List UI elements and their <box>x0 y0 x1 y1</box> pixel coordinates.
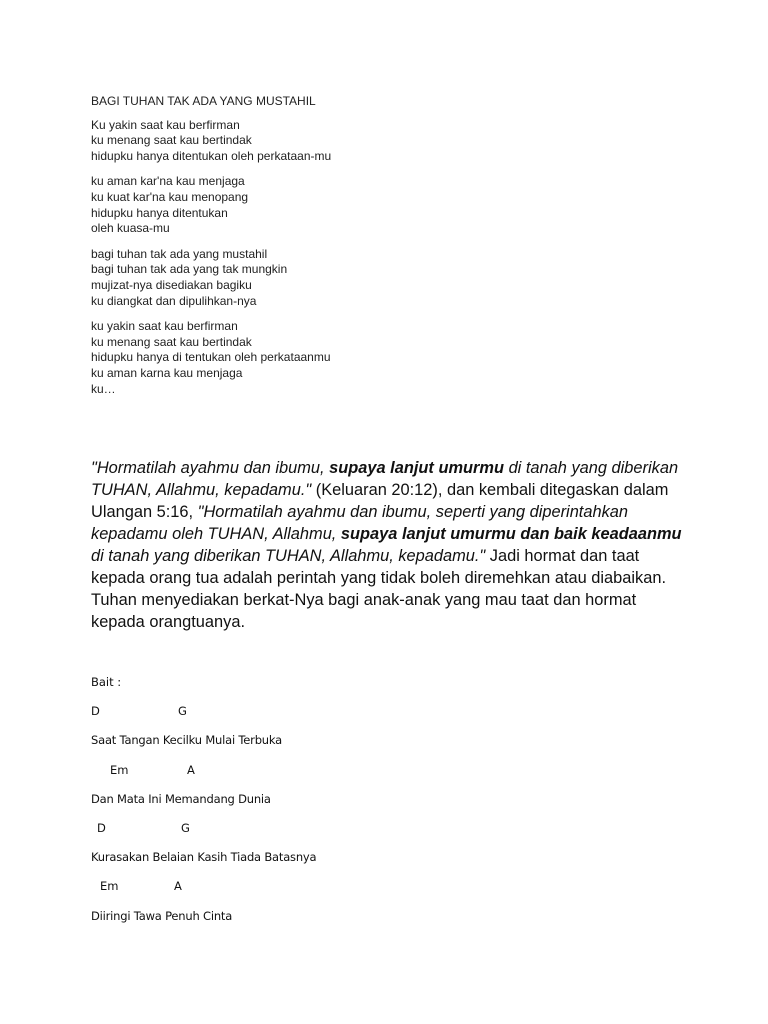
chord: Em <box>110 762 129 777</box>
chord-label-row <box>91 675 691 704</box>
song-lyrics <box>91 94 691 407</box>
verse-emphasis: supaya lanjut umurmu dan baik keadaanmu <box>340 525 682 543</box>
chord: D <box>97 820 106 835</box>
chord-lyric-row <box>91 792 691 821</box>
lyric-line: bagi tuhan tak ada yang tak mungkin <box>91 262 288 277</box>
lyric-line: ku… <box>91 381 116 396</box>
song-title: BAGI TUHAN TAK ADA YANG MUSTAHIL <box>91 94 316 108</box>
chord: D <box>91 704 100 719</box>
lyric-line: ku diangkat dan dipulihkan-nya <box>91 293 257 308</box>
lyric-line: hidupku hanya ditentukan <box>91 205 228 220</box>
chord-lyric: Diiringi Tawa Penuh Cinta <box>91 908 233 923</box>
chord: G <box>178 704 187 719</box>
lyric-line: bagi tuhan tak ada yang mustahil <box>91 246 268 261</box>
chord-row <box>91 879 691 908</box>
lyric-line: ku yakin saat kau berfirman <box>91 319 238 334</box>
verse-quote: di tanah yang diberikan TUHAN, Allahmu, kepadamu." <box>91 547 486 565</box>
lyric-line: ku aman karna kau menjaga <box>91 365 243 380</box>
chord-lyric: Saat Tangan Kecilku Mulai Terbuka <box>91 733 282 748</box>
chord-row <box>91 763 691 792</box>
bait-label: Bait : <box>91 675 122 689</box>
stanza-1 <box>91 118 691 165</box>
lyric-line: oleh kuasa-mu <box>91 221 170 236</box>
chord-row <box>91 821 691 850</box>
chord: G <box>181 820 190 835</box>
chord-lyric: Dan Mata Ini Memandang Dunia <box>91 791 271 806</box>
lyric-line: mujizat-nya disediakan bagiku <box>91 277 252 292</box>
chord-sheet <box>91 675 691 938</box>
chord-lyric-row <box>91 850 691 879</box>
verse-text: Jadi hormat dan taat kepada orang tua adalah perintah yang tidak boleh diremehkan atau diabaikan. Tuhan menyediakan berkat-Nya bagi anak-anak yang mau taat dan hormat kepada orangtuanya. <box>91 547 667 631</box>
lyric-line: ku menang saat kau bertindak <box>91 334 252 349</box>
lyric-line: ku menang saat kau bertindak <box>91 133 252 148</box>
lyric-line: ku kuat kar'na kau menopang <box>91 189 249 204</box>
chord-lyric: Kurasakan Belaian Kasih Tiada Batasnya <box>91 850 317 865</box>
lyric-line: ku aman kar'na kau menjaga <box>91 174 245 189</box>
chord-lyric-row <box>91 909 691 938</box>
verse-quote: "Hormatilah ayahmu dan ibumu, seperti yang diperintahkan kepadamu oleh TUHAN, Allahmu, <box>91 503 629 543</box>
chord: A <box>187 762 195 777</box>
lyric-line: Ku yakin saat kau berfirman <box>91 117 240 132</box>
chord: A <box>174 879 182 894</box>
stanza-4 <box>91 319 691 397</box>
verse-text: (Keluaran 20:12), dan kembali ditegaskan dalam Ulangan 5:16, <box>91 481 669 521</box>
chord-row <box>91 704 691 733</box>
lyric-line: hidupku hanya di tentukan oleh perkataanmu <box>91 350 331 365</box>
verse-emphasis: supaya lanjut umurmu <box>329 459 505 477</box>
lyric-line: hidupku hanya ditentukan oleh perkataan-mu <box>91 148 332 163</box>
verse-quote: di tanah yang diberikan TUHAN, Allahmu, kepadamu." <box>91 459 679 499</box>
chord-lyric-row <box>91 733 691 762</box>
verse-quote: "Hormatilah ayahmu dan ibumu, <box>91 459 330 477</box>
chord: Em <box>100 879 119 894</box>
bible-verse-paragraph <box>91 457 691 633</box>
stanza-3 <box>91 247 691 309</box>
stanza-2 <box>91 174 691 236</box>
